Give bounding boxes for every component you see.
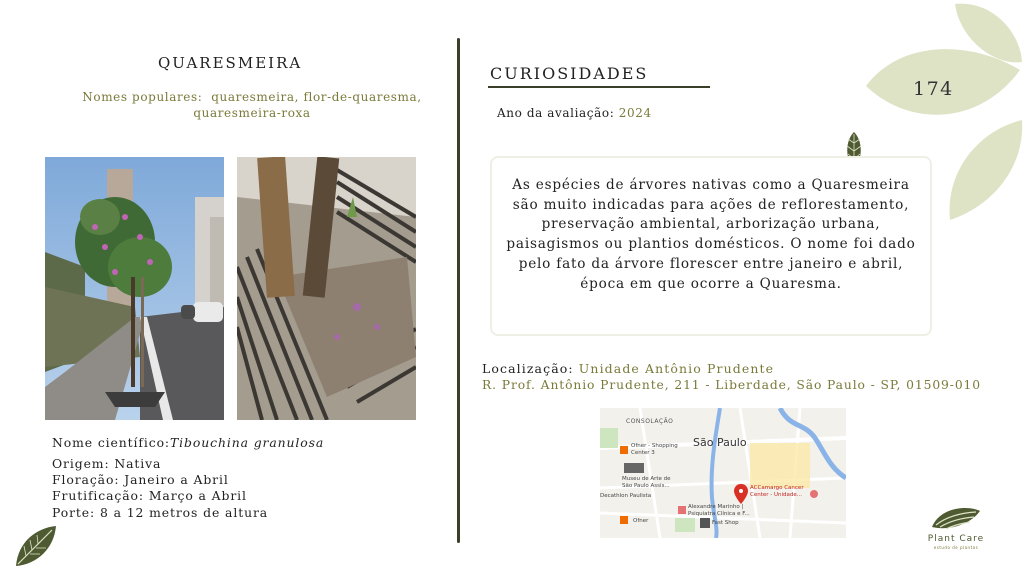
map-label-sao-paulo: São Paulo (693, 436, 747, 449)
fruiting-line: Frutificação: Março a Abril (52, 488, 247, 503)
title-underline (488, 86, 710, 88)
page-number: 174 (913, 78, 954, 100)
popular-names-label: Nomes populares: (82, 90, 203, 104)
scientific-name (52, 434, 324, 451)
map-label-shopping: Ofner - Shopping Center 3 (631, 443, 678, 456)
location-label: Localização: (482, 361, 574, 376)
flowering-line: Floração: Janeiro a Abril (52, 472, 229, 487)
leaf-shape-bottom (950, 120, 1023, 220)
origin-line: Origem: Nativa (52, 456, 162, 471)
popular-names-line2: quaresmeira-roxa (193, 106, 311, 120)
size-line: Porte: 8 a 12 metros de altura (52, 505, 269, 520)
evaluation-year (497, 106, 652, 120)
photo-tree-base (237, 157, 416, 420)
map-label-ofner: Ofner (633, 518, 649, 524)
scientific-name-label: Nome científico: (52, 435, 171, 450)
brand-tagline: estudo de plantas (933, 545, 979, 550)
column-divider (457, 38, 460, 543)
leaf-icon-bottom-left (12, 522, 60, 570)
curiosity-card (490, 156, 932, 336)
map-label-alexandre: Alexandre Marinho | Psiquiatra Clínica e F... (688, 504, 750, 517)
brand-name: Plant Care (927, 534, 985, 544)
map-label-consolacao: CONSOLAÇÃO (626, 418, 674, 425)
curiosity-text: As espécies de árvores nativas como a Quaresmeira são muito indicadas para ações de reflorestamento, preservação ambiental, arborização urbana, paisagismos ou plantios domésticos. O nome foi dado pelo fato da árvore florescer entre janeiro e abril, época em que ocorre a Quaresma. (506, 177, 916, 292)
section-title-curiosidades: CURIOSIDADES (490, 64, 649, 83)
map-label-accamargo: ACCamargo Cancer Center - Unidade... (750, 485, 804, 498)
map-label-fast-shop: Fast Shop (712, 520, 739, 526)
evaluation-year-label: Ano da avaliação: (497, 106, 615, 120)
photo-street-tree (45, 157, 224, 420)
scientific-name-value: Tibouchina granulosa (170, 435, 325, 450)
address-line: R. Prof. Antônio Prudente, 211 - Liberdade, São Paulo - SP, 01509-010 (482, 378, 982, 392)
location-line (482, 361, 774, 376)
popular-names (72, 89, 432, 121)
map-label-decathlon: Decathlon Paulista (600, 493, 652, 499)
popular-names-values: quaresmeira, flor-de-quaresma, (211, 90, 422, 104)
species-title: QUARESMEIRA (158, 54, 303, 72)
popular-names-line1 (72, 89, 432, 105)
location-value: Unidade Antônio Prudente (578, 361, 775, 376)
evaluation-year-value: 2024 (618, 106, 652, 120)
plant-care-logo-icon (930, 503, 982, 533)
map-label-museu: Museu de Arte de São Paulo Assis... (622, 476, 671, 489)
location-map[interactable] (600, 408, 846, 538)
